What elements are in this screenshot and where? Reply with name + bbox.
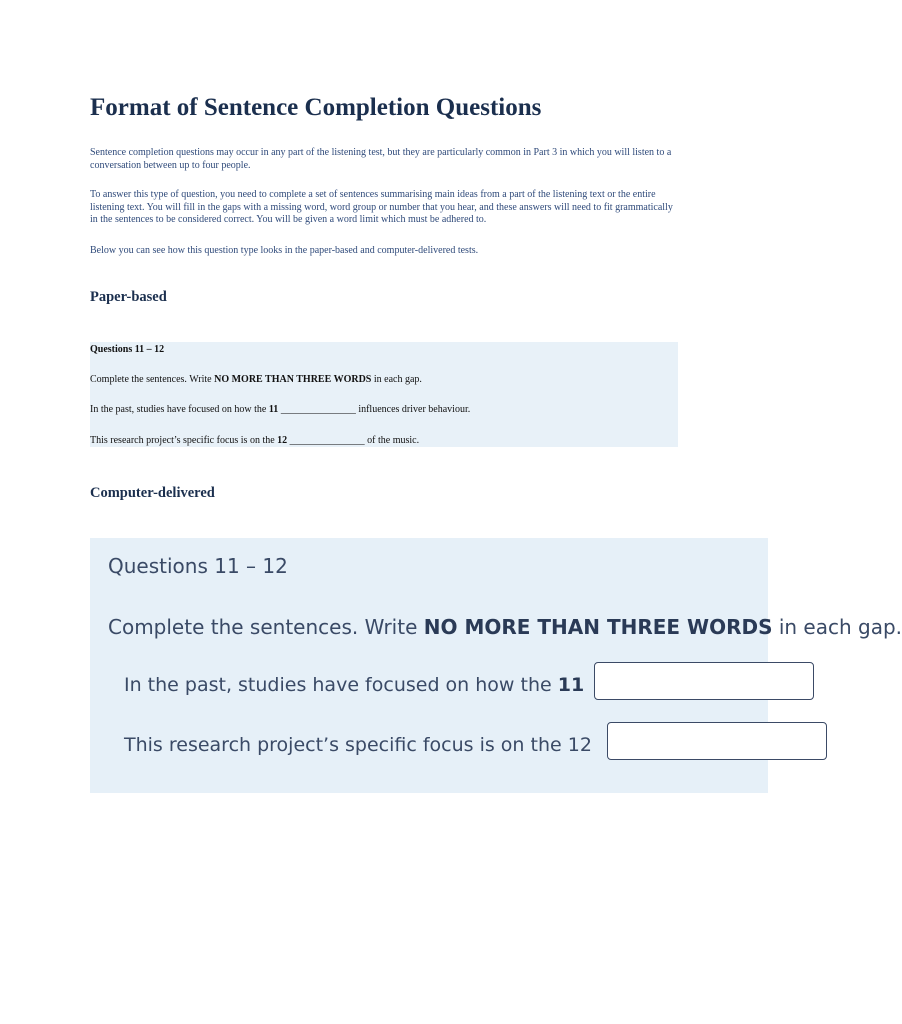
answer-input-12[interactable] bbox=[607, 722, 827, 760]
intro-paragraph: Sentence completion questions may occur in any part of the listening test, but they are particularly common in Part 3 in which you will listen to a conversation between up to four people. bbox=[90, 147, 672, 171]
computer-sentence-1: In the past, studies have focused on how the 11 bbox=[124, 674, 585, 696]
computer-questions-label: Questions 11 – 12 bbox=[108, 554, 288, 578]
paper-sentence-2: This research project’s specific focus is on the 12 _______________ of the music. bbox=[90, 435, 420, 446]
paper-questions-label: Questions 11 – 12 bbox=[90, 344, 165, 355]
answer-input-11[interactable] bbox=[594, 662, 814, 700]
paper-sentence-1: In the past, studies have focused on how the 11 _______________ influences driver behaviour. bbox=[90, 404, 471, 415]
comparison-paragraph: Below you can see how this question type looks in the paper-based and computer-delivered tests. bbox=[90, 245, 479, 256]
paper-based-example bbox=[90, 342, 678, 447]
computer-delivered-heading: Computer-delivered bbox=[90, 485, 215, 501]
computer-delivered-example bbox=[90, 538, 902, 793]
page-title: Format of Sentence Completion Questions bbox=[90, 94, 542, 121]
paper-based-heading: Paper-based bbox=[90, 289, 167, 305]
instructions-paragraph: To answer this type of question, you need to complete a set of sentences summarising main ideas from a part of the listening text or the entire listening text. You will fill in the gaps with a missing word, word group or number that you hear, and these answers will need to fit grammatically in the sentences to be considered correct. You will be given a word limit which must be adhered to. bbox=[90, 189, 673, 225]
computer-instruction: Complete the sentences. Write NO MORE THAN THREE WORDS in each gap. bbox=[108, 615, 902, 639]
paper-instruction: Complete the sentences. Write NO MORE THAN THREE WORDS in each gap. bbox=[90, 374, 422, 385]
computer-sentence-2: This research project’s specific focus is on the 12 bbox=[124, 734, 592, 756]
